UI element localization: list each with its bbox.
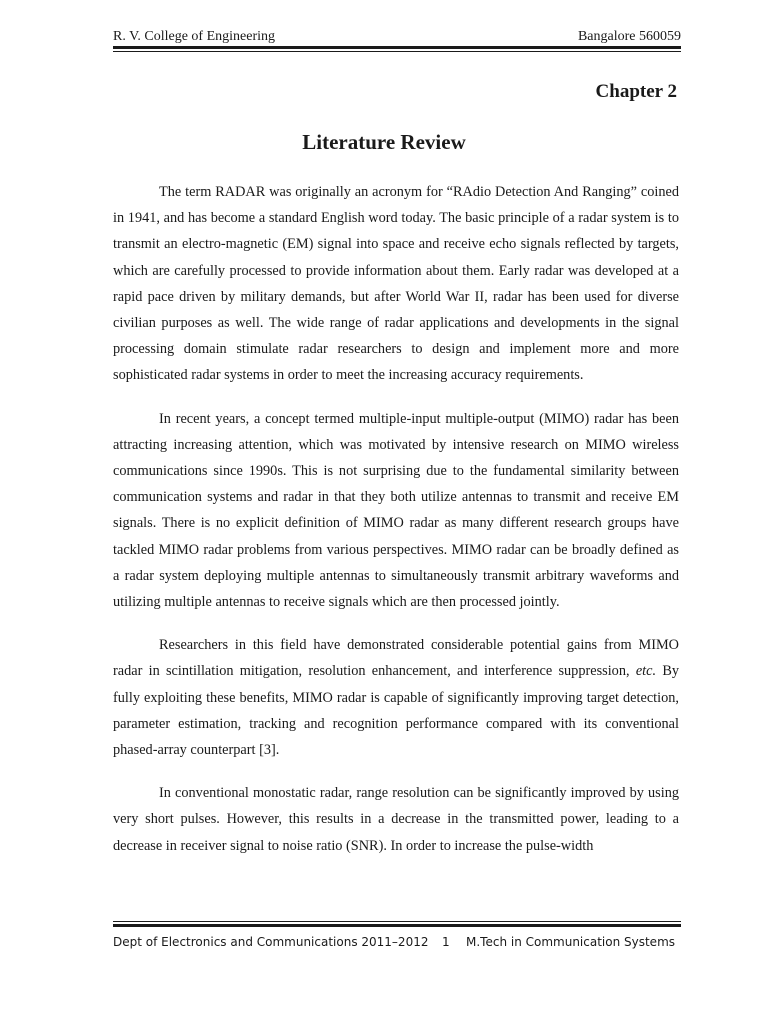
page-title: Literature Review <box>302 130 466 154</box>
footer-rule-thick <box>113 924 681 927</box>
footer-program: M.Tech in Communication Systems <box>466 935 676 949</box>
chapter-label: Chapter 2 <box>595 81 677 102</box>
header-rule-thick <box>113 46 681 49</box>
header-rule-thin <box>113 51 681 52</box>
page-footer <box>113 932 681 952</box>
paragraph-4: In conventional monostatic radar, range resolution can be significantly improved by using very short pulses. However, this results in a decrease in the transmitted power, leading to a decrease in receiver signal to noise ratio (SNR). In order to increase the pulse-width <box>113 785 679 854</box>
body-text <box>113 179 679 876</box>
header-institution: R. V. College of Engineering <box>113 29 276 44</box>
footer-department: Dept of Electronics and Communications 2011–2012 <box>113 935 429 949</box>
header-location: Bangalore 560059 <box>577 29 681 44</box>
paragraph-3: Researchers in this field have demonstrated considerable potential gains from MIMO radar in scintillation mitigation, resolution enhancement, and interference suppression, etc. By fully exploiting these benefits, MIMO radar is capable of significantly improving target detection, parameter estimation, tracking and recognition performance compared with its conventional phased-array counterpart [3]. <box>113 637 680 759</box>
paragraph-2: In recent years, a concept termed multiple-input multiple-output (MIMO) radar has been attracting increasing attention, which was motivated by intensive research on MIMO wireless communications since 1990s. This is not surprising due to the fundamental similarity between communication systems and radar in that they both utilize antennas to transmit and receive EM signals. There is no explicit definition of MIMO radar as many different research groups have tackled MIMO radar problems from various perspectives. MIMO radar can be broadly defined as a radar system deploying multiple antennas to simultaneously transmit arbitrary waveforms and utilizing multiple antennas to receive signals which are then processed jointly. <box>113 410 679 611</box>
paragraph-1: The term RADAR was originally an acronym for “RAdio Detection And Ranging” coined in 1941, and has become a standard English word today. The basic principle of a radar system is to transmit an electro-magnetic (EM) signal into space and receive echo signals reflected by targets, which are carefully processed to provide information about them. Early radar was developed at a rapid pace driven by military demands, but after World War II, radar has been used for diverse civilian purposes as well. The wide range of radar applications and developments in the signal processing domain stimulate radar researchers to design and implement more and more sophisticated radar systems in order to meet the increasing accuracy requirements. <box>113 184 679 384</box>
footer-rule-thin <box>113 921 681 922</box>
page-header <box>113 27 681 47</box>
footer-page-number: 1 <box>442 935 450 949</box>
